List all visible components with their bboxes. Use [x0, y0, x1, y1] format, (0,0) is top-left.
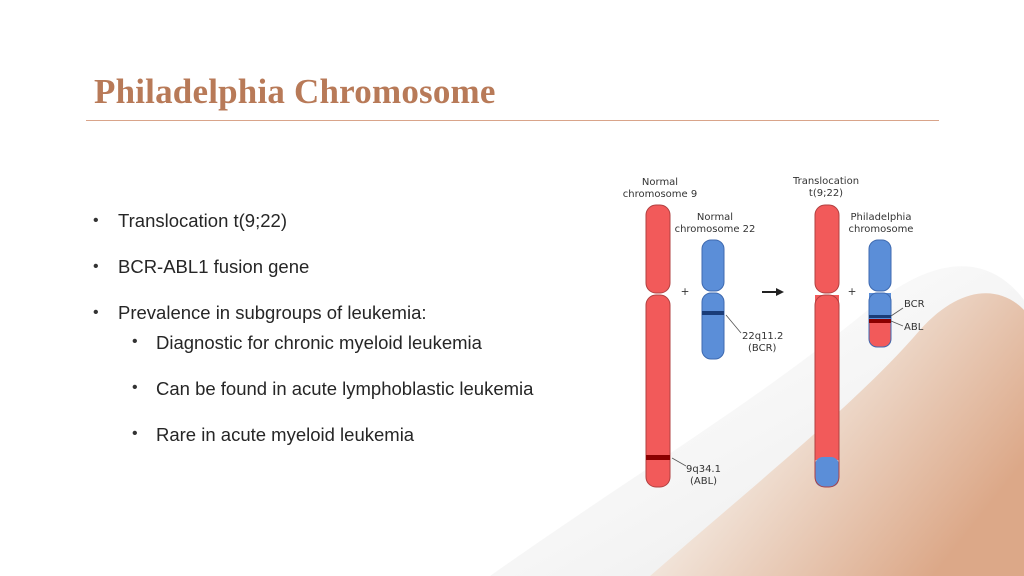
label-normal-chr9-line1: Normal — [641, 177, 679, 188]
translocated-chromosome-9 — [815, 205, 839, 487]
bullet-prevalence: Prevalence in subgroups of leukemia: — [118, 302, 427, 323]
bcr-band — [702, 311, 724, 315]
leader-bcr — [891, 308, 903, 316]
label-locus-abl: (ABL) — [690, 476, 718, 487]
label-philadelphia-line1: Philadelphia — [850, 212, 912, 223]
bullet-dot: • — [93, 304, 99, 321]
leader-abl — [891, 321, 903, 326]
label-normal-chr22-line2: chromosome 22 — [674, 224, 756, 235]
slide-title: Philadelphia Chromosome — [94, 72, 496, 111]
arrow-icon — [762, 288, 784, 296]
sub-bullet-cml: Diagnostic for chronic myeloid leukemia — [156, 332, 482, 353]
label-translocation-line2: t(9;22) — [808, 188, 844, 199]
leader-9q — [672, 458, 686, 466]
label-locus-9q: 9q34.1 — [686, 464, 721, 475]
plus-sign-right: + — [847, 286, 857, 298]
plus-sign-left: + — [680, 286, 690, 298]
bullet-dot: • — [93, 258, 99, 275]
bullet-dot: • — [93, 212, 99, 229]
label-translocation-line1: Translocation — [792, 176, 860, 187]
label-locus-22q: 22q11.2 — [742, 331, 784, 342]
label-locus-bcr: (BCR) — [748, 343, 777, 354]
philadelphia-chromosome — [869, 240, 891, 347]
sub-bullet-dot: • — [132, 333, 138, 350]
normal-chromosome-9 — [646, 205, 670, 487]
sub-bullet-aml: Rare in acute myeloid leukemia — [156, 424, 415, 445]
label-philadelphia-line2: chromosome — [848, 224, 914, 235]
label-abl: ABL — [904, 322, 924, 333]
normal-chromosome-22 — [702, 240, 724, 359]
label-normal-chr22-line1: Normal — [696, 212, 734, 223]
bullet-translocation: Translocation t(9;22) — [118, 210, 287, 231]
sub-bullet-dot: • — [132, 425, 138, 442]
leader-22q — [726, 315, 741, 333]
sub-bullet-dot: • — [132, 379, 138, 396]
bcr-band — [869, 315, 891, 318]
sub-bullet-all: Can be found in acute lymphoblastic leukemia — [156, 378, 534, 399]
abl-band — [869, 319, 891, 323]
label-normal-chr9-line2: chromosome 9 — [622, 189, 698, 200]
bullet-fusion-gene: BCR-ABL1 fusion gene — [118, 256, 310, 277]
abl-band — [646, 455, 670, 460]
label-bcr: BCR — [904, 299, 925, 310]
